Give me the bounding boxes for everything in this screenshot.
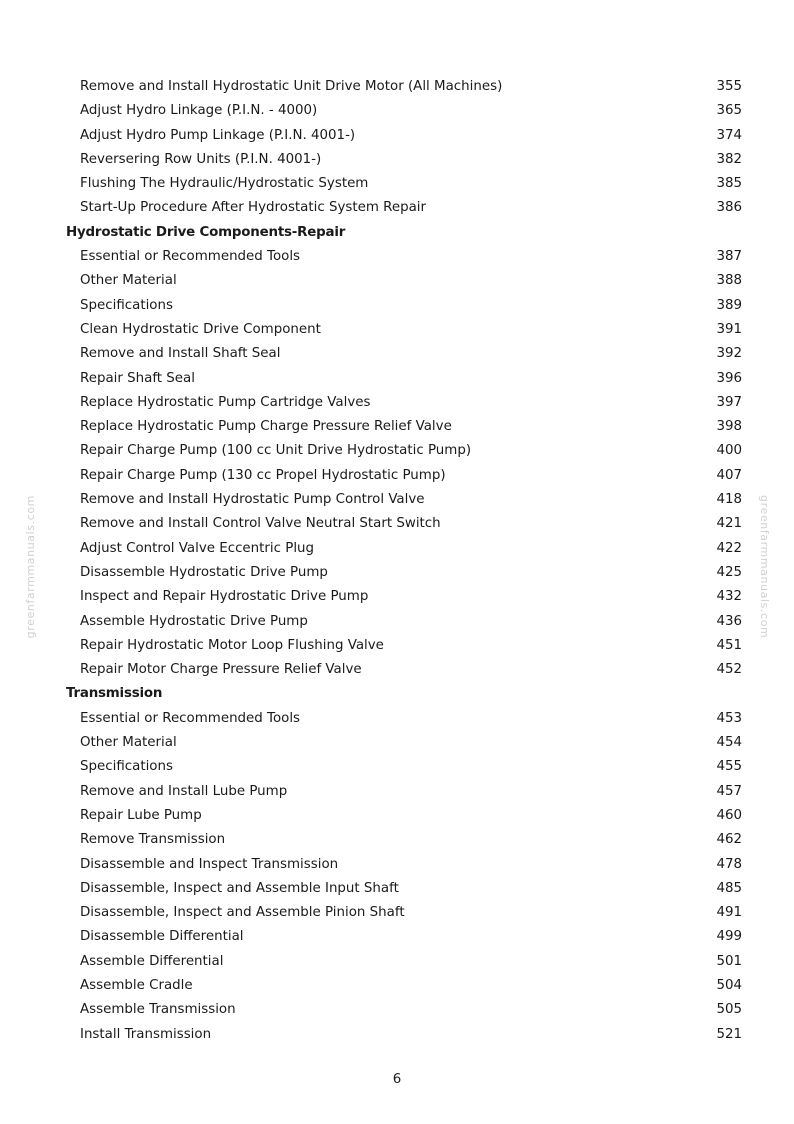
watermark-right: greenfarmmanuals.com — [758, 495, 771, 639]
entry-title: Repair Charge Pump (100 cc Unit Drive Hydrostatic Pump) — [80, 443, 472, 459]
toc-section-heading — [0, 682, 794, 706]
entry-title: Repair Hydrostatic Motor Loop Flushing Valve — [80, 637, 384, 653]
toc-entry — [0, 148, 794, 172]
watermark-left: greenfarmmanuals.com — [24, 495, 37, 639]
toc-entry — [0, 561, 794, 585]
table-of-contents — [0, 75, 794, 1047]
entry-page-number: 432 — [716, 589, 742, 605]
entry-page-number: 398 — [716, 419, 742, 435]
toc-entry — [0, 731, 794, 755]
entry-title: Start-Up Procedure After Hydrostatic System Repair — [80, 200, 427, 216]
entry-title: Assemble Differential — [80, 953, 224, 969]
toc-section-heading — [0, 221, 794, 245]
toc-entry — [0, 610, 794, 634]
toc-entry — [0, 780, 794, 804]
entry-title: Disassemble, Inspect and Assemble Input Shaft — [80, 880, 399, 896]
entry-page-number: 452 — [716, 662, 742, 678]
entry-page-number: 478 — [716, 856, 742, 872]
entry-page-number: 499 — [716, 929, 742, 945]
toc-entry — [0, 464, 794, 488]
toc-entry — [0, 925, 794, 949]
toc-entry — [0, 804, 794, 828]
toc-entry — [0, 853, 794, 877]
toc-entry — [0, 998, 794, 1022]
toc-entry — [0, 634, 794, 658]
entry-page-number: 454 — [716, 735, 742, 751]
entry-title: Repair Motor Charge Pressure Relief Valve — [80, 662, 362, 678]
entry-page-number: 382 — [716, 151, 742, 167]
entry-title: Assemble Hydrostatic Drive Pump — [80, 613, 308, 629]
entry-title: Essential or Recommended Tools — [80, 249, 301, 265]
entry-page-number: 460 — [716, 807, 742, 823]
entry-page-number: 501 — [716, 953, 742, 969]
entry-page-number: 462 — [716, 832, 742, 848]
entry-page-number: 436 — [716, 613, 742, 629]
entry-title: Adjust Hydro Linkage (P.I.N. - 4000) — [80, 103, 318, 119]
toc-entry — [0, 950, 794, 974]
entry-title: Remove Transmission — [80, 832, 226, 848]
entry-page-number: 418 — [716, 492, 742, 508]
toc-entry — [0, 196, 794, 220]
entry-title: Remove and Install Hydrostatic Pump Control Valve — [80, 492, 425, 508]
entry-title: Adjust Hydro Pump Linkage (P.I.N. 4001-) — [80, 127, 356, 143]
toc-entry — [0, 488, 794, 512]
entry-title: Replace Hydrostatic Pump Charge Pressure Relief Valve — [80, 419, 452, 435]
entry-page-number: 365 — [716, 103, 742, 119]
entry-title: Repair Charge Pump (130 cc Propel Hydrostatic Pump) — [80, 467, 446, 483]
entry-page-number: 453 — [716, 710, 742, 726]
entry-title: Remove and Install Shaft Seal — [80, 346, 281, 362]
toc-entry — [0, 537, 794, 561]
entry-title: Assemble Transmission — [80, 1002, 236, 1018]
entry-title: Disassemble and Inspect Transmission — [80, 856, 339, 872]
toc-entry — [0, 318, 794, 342]
entry-page-number: 397 — [716, 394, 742, 410]
entry-title: Replace Hydrostatic Pump Cartridge Valves — [80, 394, 371, 410]
toc-entry — [0, 877, 794, 901]
entry-page-number: 491 — [716, 905, 742, 921]
entry-page-number: 504 — [716, 977, 742, 993]
toc-entry — [0, 245, 794, 269]
entry-title: Reversering Row Units (P.I.N. 4001-) — [80, 151, 322, 167]
entry-title: Specifications — [80, 297, 173, 313]
toc-entry — [0, 658, 794, 682]
entry-page-number: 505 — [716, 1002, 742, 1018]
toc-entry — [0, 512, 794, 536]
toc-entry — [0, 124, 794, 148]
entry-title: Inspect and Repair Hydrostatic Drive Pump — [80, 589, 369, 605]
entry-title: Specifications — [80, 759, 173, 775]
entry-page-number: 386 — [716, 200, 742, 216]
toc-entry — [0, 99, 794, 123]
toc-entry — [0, 755, 794, 779]
toc-entry — [0, 1023, 794, 1047]
entry-title: Disassemble Hydrostatic Drive Pump — [80, 564, 328, 580]
toc-entry — [0, 415, 794, 439]
toc-entry — [0, 391, 794, 415]
toc-entry — [0, 828, 794, 852]
entry-title: Essential or Recommended Tools — [80, 710, 301, 726]
entry-title: Remove and Install Hydrostatic Unit Drive Motor (All Machines) — [80, 79, 503, 94]
entry-page-number: 421 — [716, 516, 742, 532]
entry-title: Remove and Install Lube Pump — [80, 783, 288, 799]
entry-title: Repair Lube Pump — [80, 807, 202, 823]
entry-title: Assemble Cradle — [80, 977, 193, 993]
entry-page-number: 387 — [716, 249, 742, 265]
toc-entry — [0, 585, 794, 609]
toc-entry — [0, 269, 794, 293]
entry-title: Disassemble Differential — [80, 929, 244, 945]
entry-title: Install Transmission — [80, 1026, 212, 1042]
toc-entry — [0, 439, 794, 463]
entry-page-number: 385 — [716, 176, 742, 192]
entry-page-number: 451 — [716, 637, 742, 653]
entry-page-number: 422 — [716, 540, 742, 556]
toc-entry — [0, 974, 794, 998]
entry-page-number: 485 — [716, 880, 742, 896]
toc-entry — [0, 707, 794, 731]
entry-page-number: 391 — [716, 321, 742, 337]
section-title: Hydrostatic Drive Components-Repair — [66, 224, 346, 240]
entry-page-number: 396 — [716, 370, 742, 386]
entry-title: Other Material — [80, 735, 177, 751]
entry-page-number: 425 — [716, 564, 742, 580]
entry-page-number: 455 — [716, 759, 742, 775]
toc-entry — [0, 294, 794, 318]
entry-page-number: 407 — [716, 467, 742, 483]
entry-page-number: 355 — [716, 79, 742, 94]
section-title: Transmission — [66, 686, 163, 702]
entry-page-number: 392 — [716, 346, 742, 362]
entry-title: Other Material — [80, 273, 177, 289]
toc-entry — [0, 367, 794, 391]
entry-page-number: 374 — [716, 127, 742, 143]
entry-title: Adjust Control Valve Eccentric Plug — [80, 540, 315, 556]
entry-title: Repair Shaft Seal — [80, 370, 195, 386]
entry-title: Clean Hydrostatic Drive Component — [80, 321, 321, 337]
entry-title: Remove and Install Control Valve Neutral Start Switch — [80, 516, 441, 532]
entry-page-number: 457 — [716, 783, 742, 799]
toc-entry — [0, 75, 794, 99]
toc-entry — [0, 901, 794, 925]
toc-entry — [0, 172, 794, 196]
entry-page-number: 389 — [716, 297, 742, 313]
entry-page-number: 400 — [716, 443, 742, 459]
page-number: 6 — [392, 1072, 402, 1087]
entry-title: Flushing The Hydraulic/Hydrostatic System — [80, 176, 369, 192]
entry-page-number: 521 — [716, 1026, 742, 1042]
toc-entry — [0, 342, 794, 366]
entry-title: Disassemble, Inspect and Assemble Pinion Shaft — [80, 905, 405, 921]
entry-page-number: 388 — [716, 273, 742, 289]
